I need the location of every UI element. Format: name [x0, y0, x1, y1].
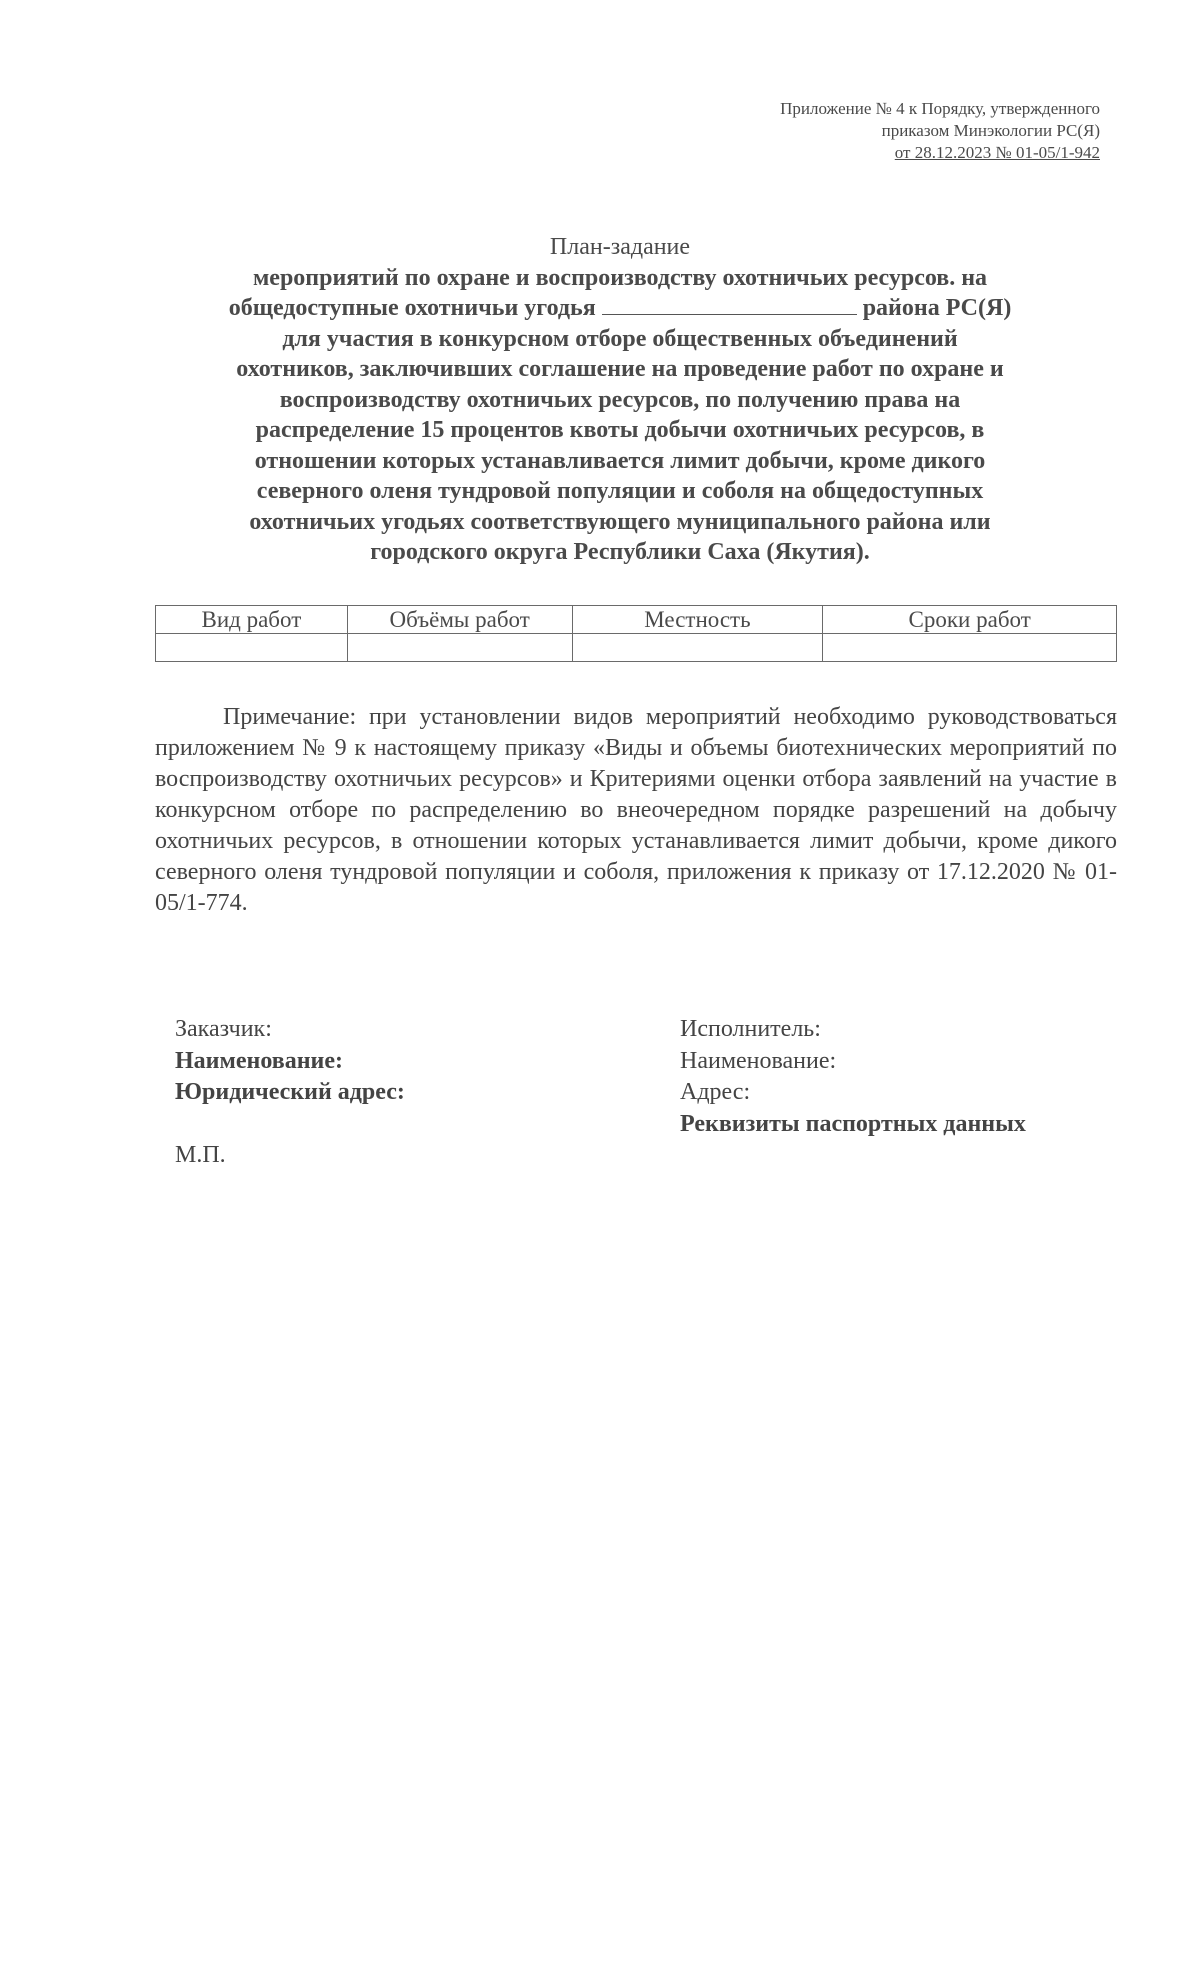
header-work-volume: Объёмы работ [347, 606, 572, 634]
title-line-3: для участия в конкурсном отборе общественных объединений [282, 325, 958, 352]
district-blank-field [602, 294, 857, 315]
title-line-2 [150, 293, 1090, 324]
header-location: Местность [572, 606, 823, 634]
title-line-9: охотничьих угодьях соответствующего муниципального района или [249, 508, 991, 535]
table-cell [347, 634, 572, 662]
appendix-line-2: приказом Минэкологии РС(Я) [881, 121, 1100, 140]
header-work-type: Вид работ [156, 606, 348, 634]
works-table [155, 605, 1117, 662]
contractor-address-label: Адрес: [680, 1079, 751, 1105]
title-heading: План-задание [549, 234, 691, 260]
contractor-label: Исполнитель: [680, 1016, 821, 1042]
contractor-name-label: Наименование: [680, 1047, 837, 1074]
customer-address-label: Юридический адрес: [175, 1079, 405, 1105]
table-cell [572, 634, 823, 662]
note-paragraph: Примечание: при установлении видов мероприятий необходимо руководствоваться приложением № 9 к настоящему приказу «Виды и объемы биотехнических мероприятий по воспроизводству охотничьих ресурсов» и Критериями оценки отбора заявлений на участие в конкурсном отборе по распределению во внеочередном порядке разрешений на добычу охотничьих ресурсов, в отношении которых устанавливается лимит добычи, кроме дикого северного оленя тундровой популяции и соболя, приложения к приказу от 17.12.2020 № 01-05/1-774. [155, 704, 1117, 916]
title-line-6: распределение 15 процентов квоты добычи охотничьих ресурсов, в [255, 417, 985, 443]
title-line-1: мероприятий по охране и воспроизводству охотничьих ресурсов. на [252, 264, 988, 291]
table-cell [156, 634, 348, 662]
stamp-placeholder: М.П. [175, 1142, 226, 1168]
title-line-4: охотников, заключивших соглашение на проведение работ по охране и [236, 356, 1004, 382]
title-line-7: отношении которых устанавливается лимит добычи, кроме дикого [254, 447, 986, 474]
title-line-5: воспроизводству охотничьих ресурсов, по получению права на [279, 386, 961, 413]
contractor-passport-label: Реквизиты паспортных данных [680, 1110, 1026, 1137]
contractor-block [680, 1014, 1026, 1140]
title-line-8: северного оленя тундровой популяции и соболя на общедоступных [256, 478, 984, 504]
customer-label: Заказчик: [175, 1016, 272, 1042]
table-cell [823, 634, 1117, 662]
document-title [150, 232, 1090, 568]
customer-name-label: Наименование: [175, 1047, 343, 1074]
table-header-row [156, 606, 1117, 634]
title-line-2-before: общедоступные охотничьи угодья [228, 295, 596, 321]
table-row [156, 634, 1117, 662]
customer-block [175, 1014, 405, 1109]
header-deadlines: Сроки работ [823, 606, 1117, 634]
title-line-10: городского округа Республики Саха (Якутия). [370, 539, 870, 565]
title-line-2-after: района РС(Я) [862, 295, 1012, 321]
appendix-reference [780, 98, 1100, 164]
appendix-line-3: от 28.12.2023 № 01-05/1-942 [894, 143, 1100, 162]
appendix-line-1: Приложение № 4 к Порядку, утвержденного [780, 99, 1100, 118]
